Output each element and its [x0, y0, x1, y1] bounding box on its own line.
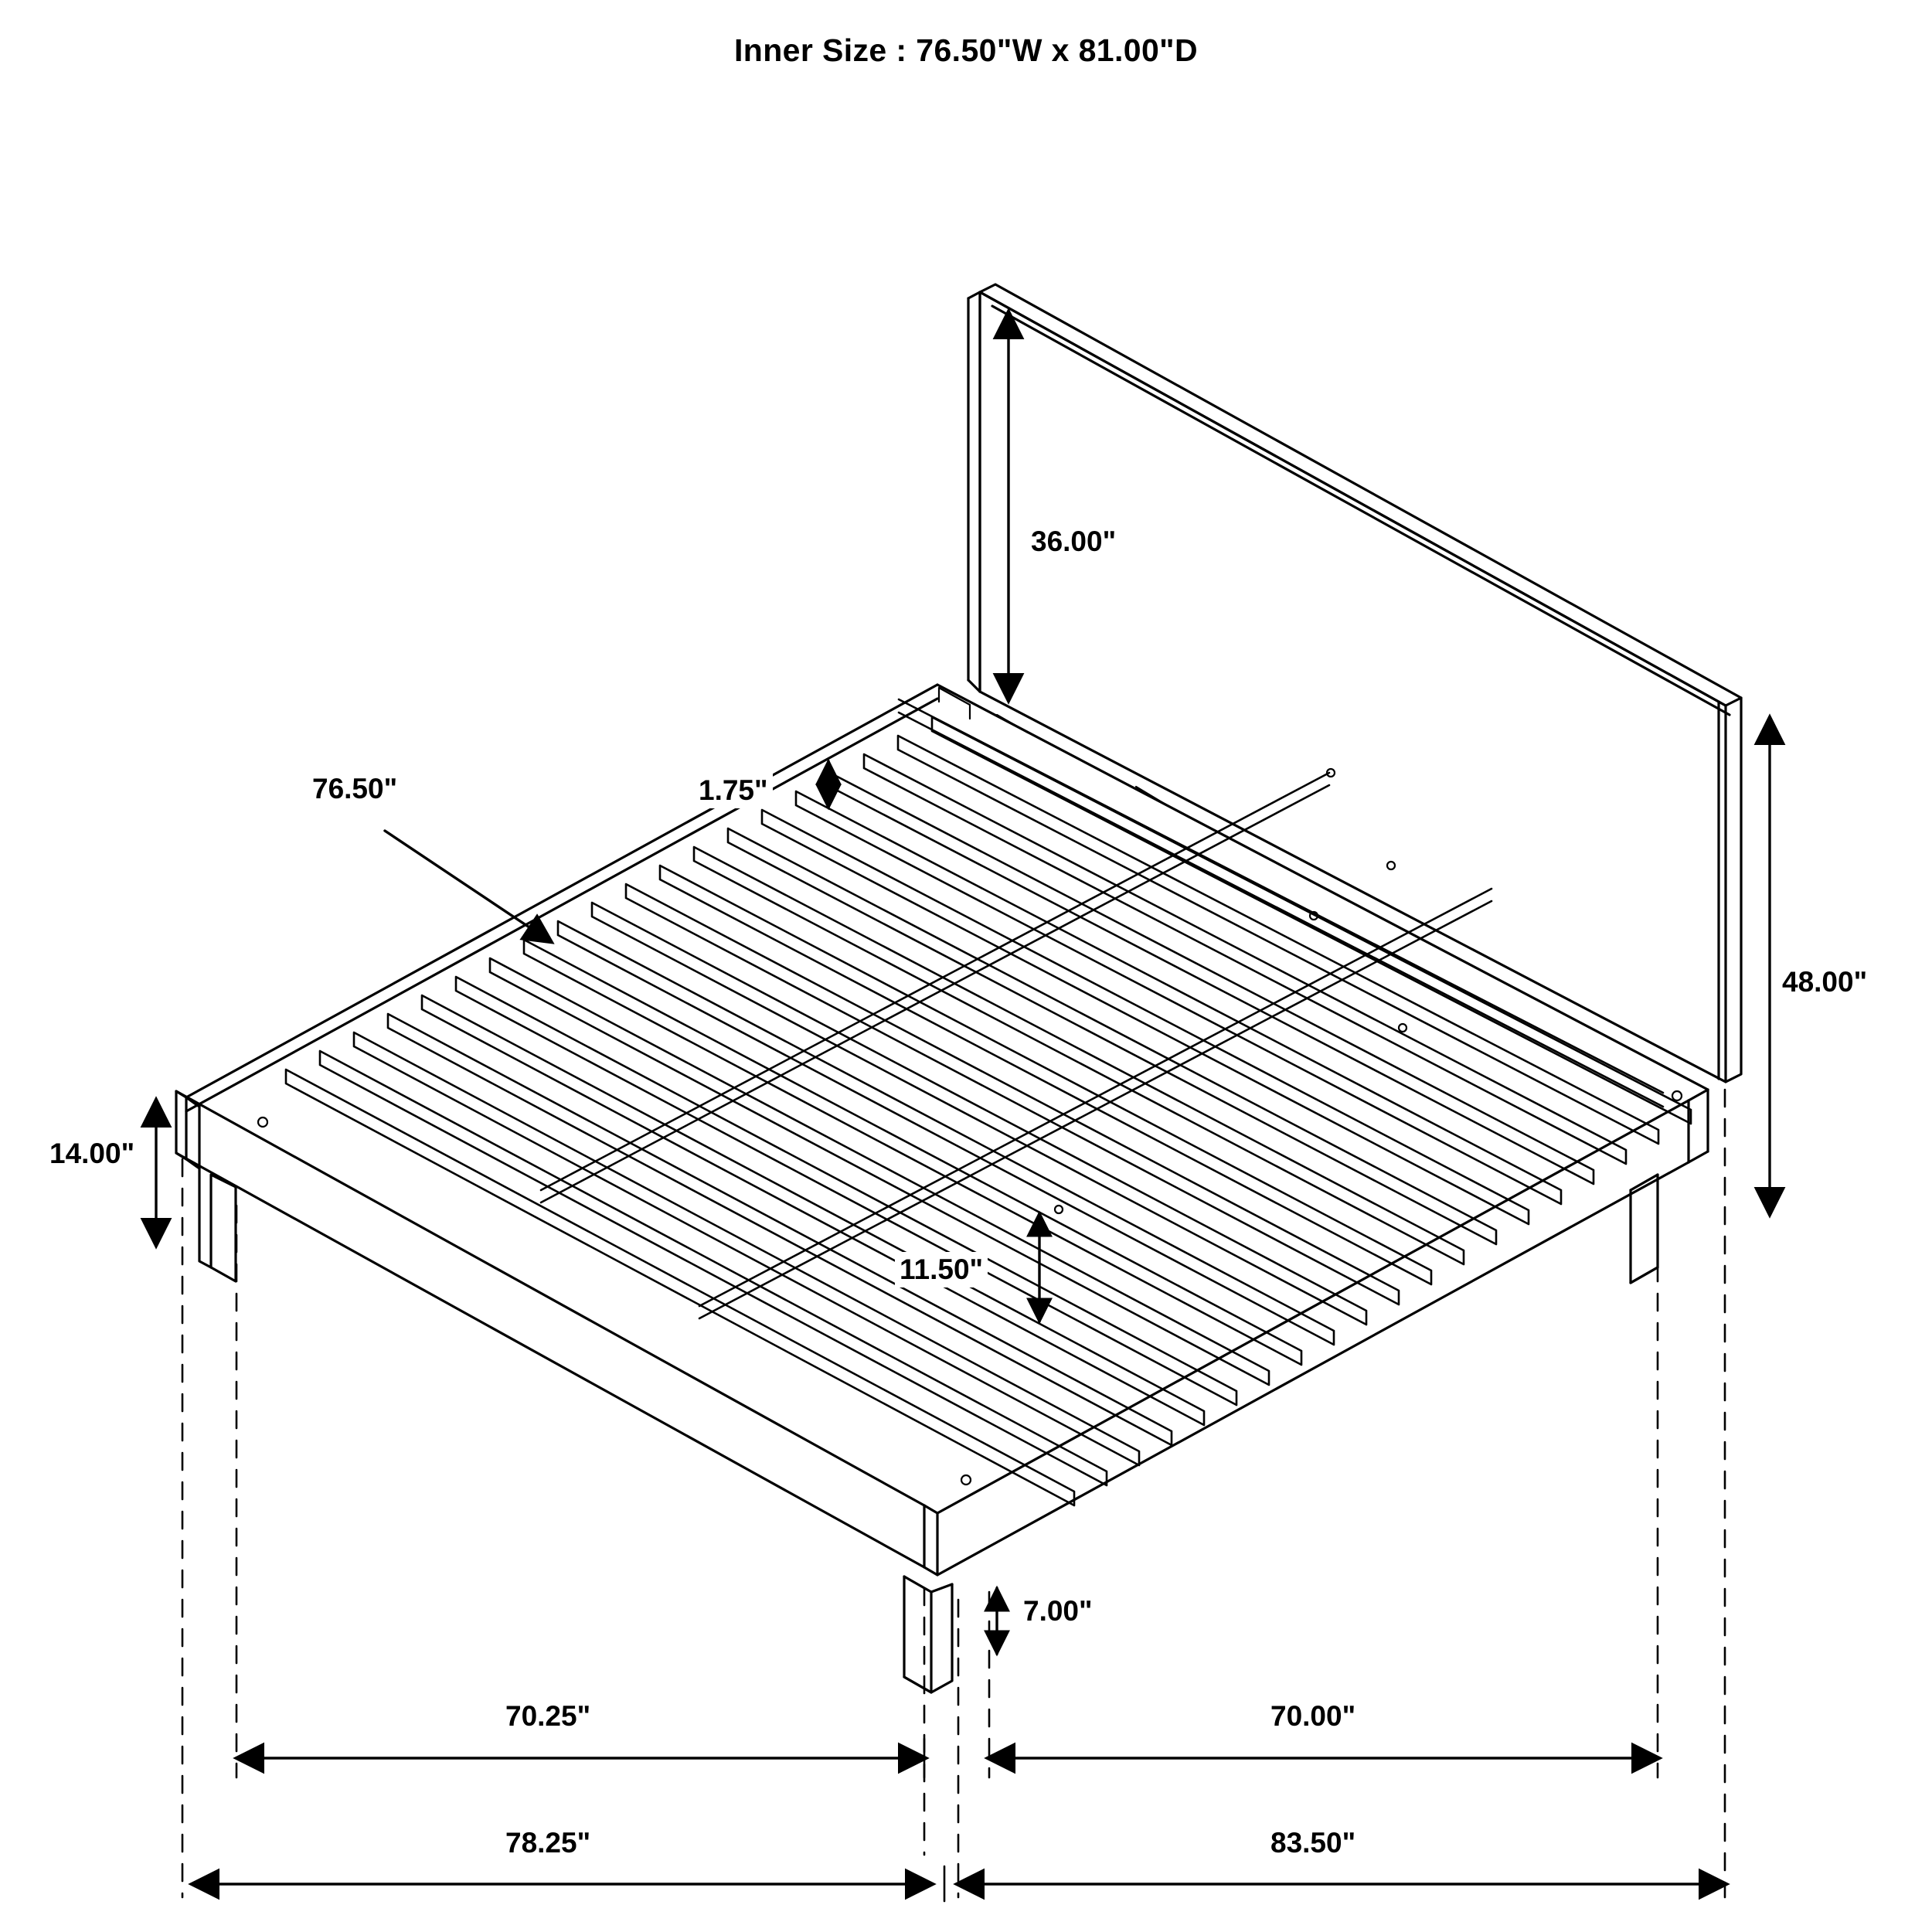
- dimension-label-deck-height: 14.00": [45, 1136, 139, 1172]
- dimension-label-leg-height: 7.00": [1019, 1594, 1097, 1629]
- bed-legs: [199, 1168, 1658, 1692]
- bed-geometry: [156, 284, 1770, 1901]
- dimension-label-overall-headboard-height: 48.00": [1777, 964, 1872, 1000]
- headboard: [968, 284, 1741, 1082]
- projection-lines: [182, 1090, 1725, 1897]
- bed-frame-rails: [176, 685, 1708, 1575]
- dimension-label-headboard-height: 36.00": [1026, 524, 1121, 560]
- dimension-label-overall-width-left: 78.25": [501, 1825, 595, 1861]
- dimension-label-slat-width: 76.50": [308, 771, 402, 807]
- page-title: Inner Size : 76.50"W x 81.00"D: [733, 32, 1199, 68]
- dimension-label-inner-width-left: 70.25": [501, 1699, 595, 1734]
- dimension-label-slat-gap: 11.50": [895, 1252, 988, 1287]
- dimension-label-inner-depth-right: 70.00": [1266, 1699, 1360, 1734]
- bed-slats: [286, 699, 1691, 1505]
- frame-hardware: [258, 688, 1682, 1485]
- dimension-label-overall-depth-right: 83.50": [1266, 1825, 1360, 1861]
- dimension-label-slat-thickness: 1.75": [694, 773, 773, 808]
